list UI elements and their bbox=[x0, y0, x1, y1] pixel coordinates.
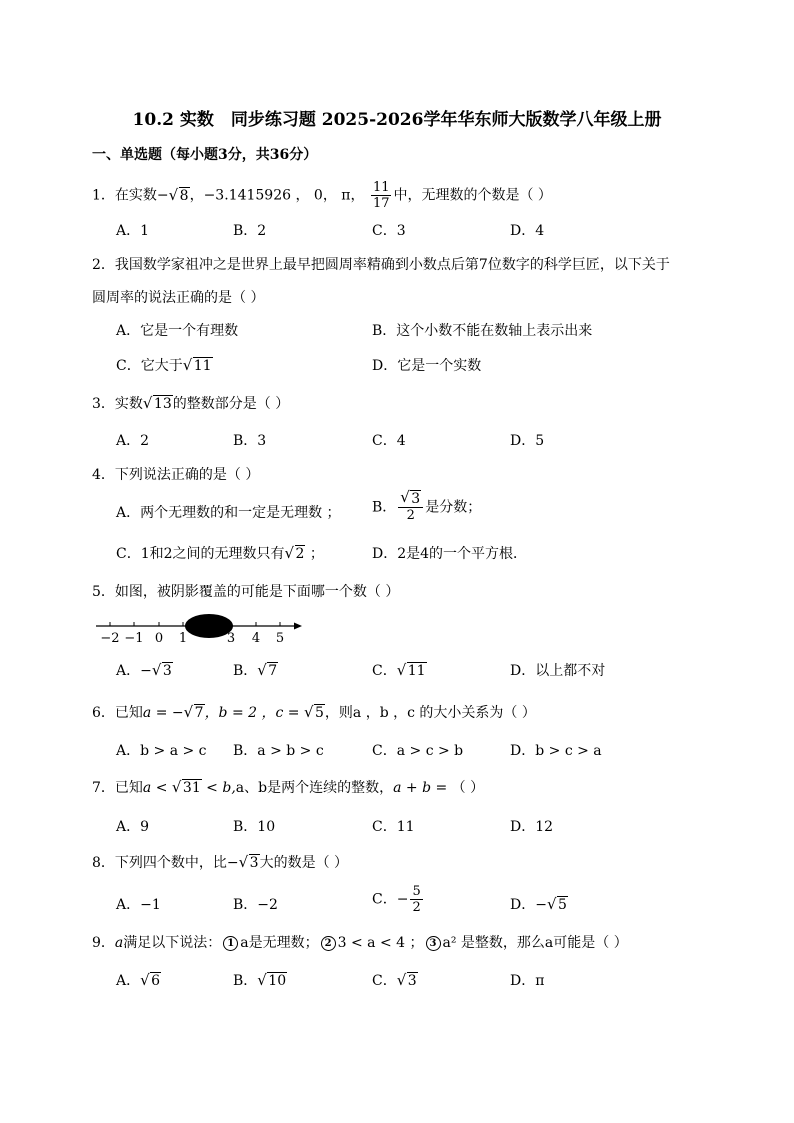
question-5-stem: 5．如图，被阴影覆盖的可能是下面哪一个数（ ） bbox=[92, 584, 400, 600]
question-3-stem: 3．实数√ 13的整数部分是（ ） bbox=[92, 393, 289, 413]
q9-option-c[interactable]: C．√ 3 bbox=[372, 970, 418, 990]
q3-option-a[interactable]: A．2 bbox=[116, 433, 150, 449]
fraction-11-17: $\frac{11}{17}$ bbox=[372, 180, 390, 211]
q5-option-d[interactable]: D．以上都不对 bbox=[510, 663, 606, 679]
number-line-label: 5 bbox=[275, 631, 285, 646]
question-7-stem: 7．已知a < √ 31 < b,a、b是两个连续的整数，a + b = （ ） bbox=[92, 777, 484, 797]
q7-option-a[interactable]: A．9 bbox=[116, 819, 150, 835]
q2-option-b[interactable]: B．这个小数不能在数轴上表示出来 bbox=[372, 323, 593, 339]
number-line-label: −1 bbox=[124, 631, 144, 646]
number-line-figure bbox=[92, 612, 312, 646]
section-heading: 一、单选题（每小题3分，共36分） bbox=[92, 147, 318, 163]
q9-option-d[interactable]: D．π bbox=[510, 973, 545, 989]
q8-option-a[interactable]: A．−1 bbox=[116, 897, 161, 913]
question-2-stem-line2: 圆周率的说法正确的是（ ） bbox=[92, 290, 265, 306]
q7-option-d[interactable]: D．12 bbox=[510, 819, 554, 835]
q2-option-d[interactable]: D．它是一个实数 bbox=[372, 358, 482, 374]
q3-option-d[interactable]: D．5 bbox=[510, 433, 545, 449]
q5-option-b[interactable]: B．√ 7 bbox=[233, 660, 278, 680]
q4-option-b[interactable]: B． √ $\frac{3}{2}$ 是分数； bbox=[372, 492, 481, 523]
circled-number-1: 1 bbox=[223, 936, 238, 951]
q4-option-c[interactable]: C．1和2之间的无理数只有√ 2 ； bbox=[116, 543, 324, 563]
q9-option-b[interactable]: B．√ 10 bbox=[233, 970, 287, 990]
q8-option-b[interactable]: B．−2 bbox=[233, 897, 278, 913]
q3-option-b[interactable]: B．3 bbox=[233, 433, 267, 449]
q8-option-d[interactable]: D．−√ 5 bbox=[510, 894, 568, 914]
q4-option-d[interactable]: D．2是4的一个平方根． bbox=[372, 546, 528, 562]
sqrt-8: √ 8 bbox=[170, 188, 190, 204]
number-line-label: 3 bbox=[226, 631, 236, 646]
question-6-stem: 6．已知a = −√ 7，b = 2 ，c = √ 5，则a ，b ，c 的大小关系为（ ） bbox=[92, 702, 536, 722]
question-8-stem: 8．下列四个数中，比−√ 3大的数是（ ） bbox=[92, 852, 348, 872]
q2-option-c[interactable]: C．它大于√ 11 bbox=[116, 355, 213, 375]
circled-number-2: 2 bbox=[321, 936, 336, 951]
number-line-label: 4 bbox=[251, 631, 261, 646]
q1-option-d[interactable]: D．4 bbox=[510, 223, 545, 239]
number-line-arrow bbox=[294, 623, 302, 630]
question-4-stem: 4．下列说法正确的是（ ） bbox=[92, 467, 260, 483]
q4-option-a[interactable]: A．两个无理数的和一定是无理数 ； bbox=[116, 505, 341, 521]
q3-option-c[interactable]: C．4 bbox=[372, 433, 406, 449]
shaded-region bbox=[185, 614, 233, 638]
q1-option-a[interactable]: A．1 bbox=[116, 223, 150, 239]
circled-number-3: 3 bbox=[426, 936, 441, 951]
q1-option-c[interactable]: C．3 bbox=[372, 223, 406, 239]
q9-option-a[interactable]: A．√ 6 bbox=[116, 970, 161, 990]
q6-option-d[interactable]: D．b > c > a bbox=[510, 743, 602, 759]
q5-option-c[interactable]: C．√ 11 bbox=[372, 660, 427, 680]
q2-option-a[interactable]: A．它是一个有理数 bbox=[116, 323, 239, 339]
q7-option-b[interactable]: B．10 bbox=[233, 819, 276, 835]
q8-option-c[interactable]: C．− $\frac{5}{2}$ bbox=[372, 884, 421, 915]
q5-option-a[interactable]: A．−√ 3 bbox=[116, 660, 173, 680]
q6-option-b[interactable]: B．a > b > c bbox=[233, 743, 324, 759]
page-title: 10.2 实数 同步练习题 2025-2026学年华东师大版数学八年级上册 bbox=[132, 110, 662, 130]
number-line-label: 0 bbox=[154, 631, 164, 646]
q7-option-c[interactable]: C．11 bbox=[372, 819, 415, 835]
q1-option-b[interactable]: B．2 bbox=[233, 223, 267, 239]
number-line-label: 1 bbox=[178, 631, 188, 646]
question-2-stem-line1: 2．我国数学家祖冲之是世界上最早把圆周率精确到小数点后第7位数字的科学巨匠，以下关于 bbox=[92, 257, 670, 273]
q6-option-c[interactable]: C．a > c > b bbox=[372, 743, 464, 759]
question-9-stem: 9．a满足以下说法： 1 a是无理数； 2 3 < a < 4 ； 3 a² 是整数，那么a可能是（ ） bbox=[92, 935, 628, 951]
q6-option-a[interactable]: A．b > a > c bbox=[116, 743, 207, 759]
question-1-stem: 1．在实数−√ 8，−3.1415926 ， 0， π， $\frac{11}{17}$ 中，无理数的个数是（ ） bbox=[92, 180, 552, 211]
number-line-label: −2 bbox=[100, 631, 120, 646]
